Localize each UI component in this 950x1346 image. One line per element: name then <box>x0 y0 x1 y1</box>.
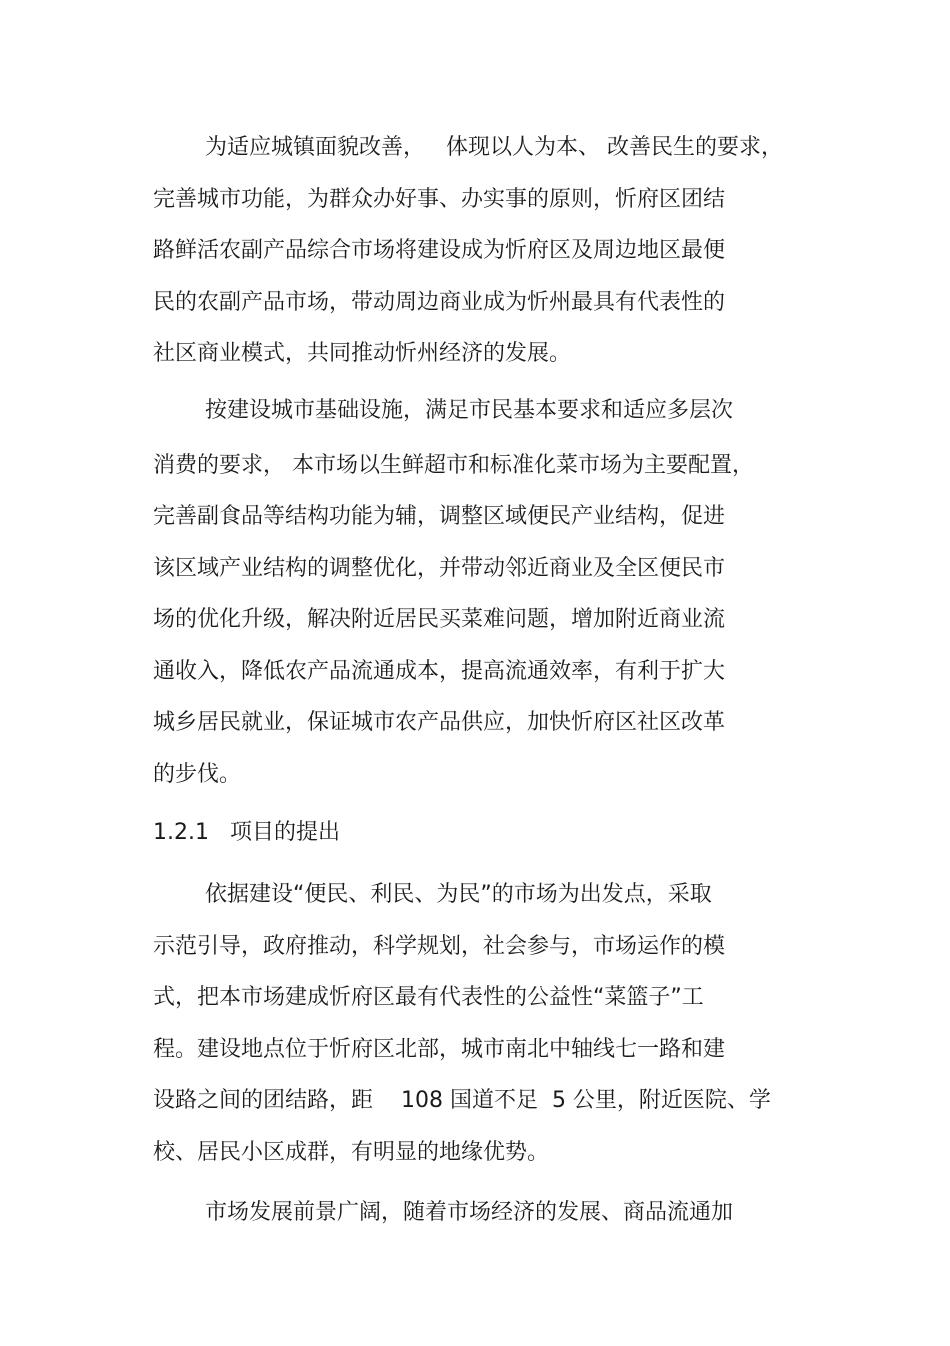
paragraph-line: 场的优化升级，解决附近居民买菜难问题，增加附近商业流 <box>153 607 726 632</box>
paragraph-line: 路鲜活农副产品综合市场将建设成为忻府区及周边地区最便 <box>153 238 726 263</box>
paragraph-line: 按建设城市基础设施，满足市民基本要求和适应多层次 <box>205 398 734 423</box>
paragraph-line: 市场发展前景广阔，随着市场经济的发展、商品流通加 <box>205 1200 734 1225</box>
paragraph-line: 设路之间的团结路，距 108 国道不足 5 公里，附近医院、学 <box>153 1088 771 1113</box>
paragraph-line: 示范引导，政府推动，科学规划，社会参与，市场运作的模 <box>153 934 726 959</box>
paragraph-line: 城乡居民就业，保证城市农产品供应，加快忻府区社区改革 <box>153 710 726 735</box>
paragraph-line: 完善副食品等结构功能为辅，调整区域便民产业结构，促进 <box>153 504 726 529</box>
paragraph-line: 校、居民小区成群，有明显的地缘优势。 <box>153 1140 550 1165</box>
paragraph-line: 为适应城镇面貌改善， 体现以人为本、 改善民生的要求， <box>205 135 783 160</box>
paragraph-line: 该区域产业结构的调整优化，并带动邻近商业及全区便民市 <box>153 556 726 581</box>
paragraph-line: 通收入，降低农产品流通成本，提高流通效率，有利于扩大 <box>153 659 726 684</box>
paragraph-line: 社区商业模式，共同推动忻州经济的发展。 <box>153 341 572 366</box>
paragraph-line: 程。建设地点位于忻府区北部，城市南北中轴线七一路和建 <box>153 1037 726 1062</box>
paragraph-line: 依据建设“便民、利民、为民”的市场为出发点，采取 <box>205 882 712 907</box>
paragraph-line: 的步伐。 <box>153 762 242 787</box>
paragraph-line: 消费的要求， 本市场以生鲜超市和标准化菜市场为主要配置， <box>153 453 754 478</box>
paragraph-line: 民的农副产品市场，带动周边商业成为忻州最具有代表性的 <box>153 290 726 315</box>
paragraph-line: 式，把本市场建成忻府区最有代表性的公益性“菜篮子”工 <box>153 985 704 1010</box>
paragraph-line: 完善城市功能，为群众办好事、办实事的原则，忻府区团结 <box>153 187 726 212</box>
section-heading: 1.2.1 项目的提出 <box>153 820 340 845</box>
